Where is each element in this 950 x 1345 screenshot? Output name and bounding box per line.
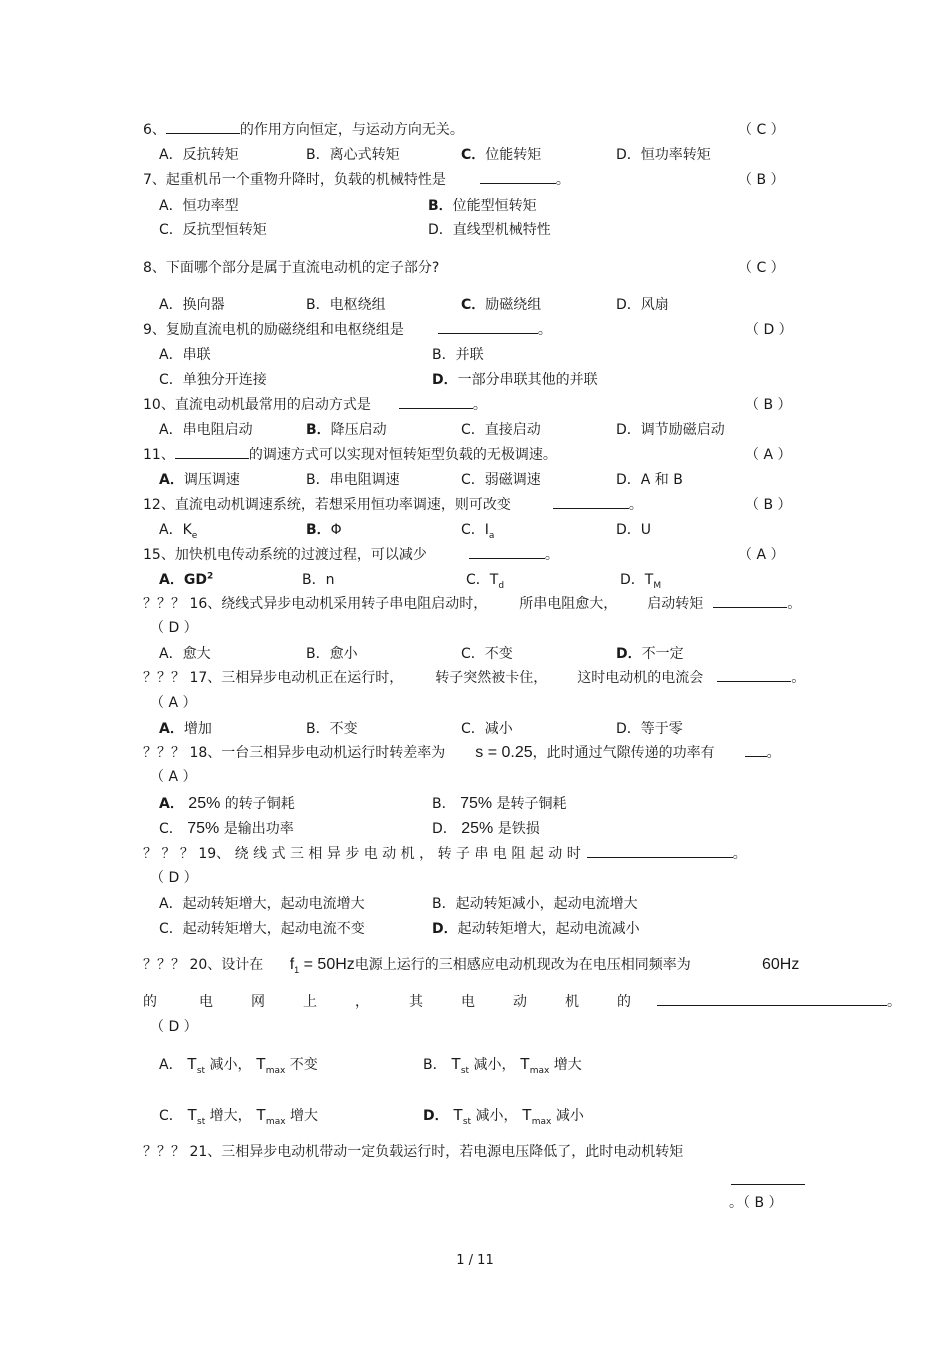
answer-blank	[399, 396, 473, 409]
q12-text: 12、直流电动机调速系统，若想采用恒功率调速，则可改变	[143, 497, 511, 513]
q10-option-b: B．降压启动	[306, 422, 387, 438]
q9-option-a: A．串联	[159, 347, 211, 363]
question-8: 8、下面哪个部分是属于直流电动机的定子部分?	[143, 260, 440, 276]
q20-line2: 的 电 网 上 ， 其 电 动 机 的 。	[143, 994, 901, 1010]
q12-option-b: B．Φ	[306, 522, 342, 538]
answer-blank	[175, 446, 249, 459]
q6-option-a: A．反抗转矩	[159, 147, 239, 163]
q18-option-d: D． 25% 是铁损	[432, 820, 540, 837]
q9-option-d: D．一部分串联其他的并联	[432, 372, 598, 388]
answer-blank	[713, 595, 787, 608]
q8-option-c: C．励磁绕组	[461, 297, 542, 313]
question-21: ？？？ 21、三相异步电动机带动一定负载运行时，若电源电压降低了，此时电动机转矩	[143, 1144, 684, 1160]
q9-option-b: B．并联	[432, 347, 484, 363]
q6-text: 的作用方向恒定，与运动方向无关。	[239, 122, 464, 138]
q17-option-c: C．减小	[461, 721, 513, 737]
answer-blank	[731, 1184, 805, 1185]
q17-option-b: B．不变	[306, 721, 358, 737]
question-17: ？？？ 17、三相异步电动机正在运行时， 转子突然被卡住， 这时电动机的电流会 。	[143, 670, 806, 686]
q15-option-d: D．$T_M$	[620, 572, 662, 591]
q7-option-c: C．反抗型恒转矩	[159, 222, 267, 238]
q9-text: 9、复励直流电机的励磁绕组和电枢绕组是	[143, 322, 404, 338]
q19-option-a: A．起动转矩增大，起动电流增大	[159, 896, 365, 912]
q12-option-c: C．$I_a$	[461, 522, 495, 541]
answer-blank	[469, 546, 545, 559]
q15-text: 15、加快机电传动系统的过渡过程，可以减少	[143, 547, 427, 563]
answer-blank	[717, 669, 791, 682]
answer-blank	[166, 121, 240, 134]
answer-blank	[438, 321, 538, 334]
q11-option-a: A．调压调速	[159, 472, 240, 488]
q6-number: 6、	[143, 122, 166, 138]
q10-answer: （ B ）	[745, 397, 792, 413]
question-12: 12、直流电动机调速系统，若想采用恒功率调速，则可改变 。	[143, 497, 643, 513]
answer-blank	[480, 171, 556, 184]
q16-answer: （ D ）	[150, 620, 198, 636]
q7-option-d: D．直线型机械特性	[428, 222, 551, 238]
question-18: ？？？ 18、一台三相异步电动机运行时转差率为 s = 0.25，此时通过气隙传递的功率有 。	[143, 744, 781, 761]
q20-frequency: 60Hz	[762, 956, 800, 973]
q19-text: ？ ？ ？ 19、 绕 线 式 三 相 异 步 电 动 机 ， 转 子 串 电 阻 起 动 时	[143, 846, 581, 862]
q6-option-b: B．离心式转矩	[306, 147, 400, 163]
q11-option-d: D．A 和 B	[616, 472, 683, 488]
q10-option-c: C．直接启动	[461, 422, 541, 438]
q8-answer: （ C ）	[738, 260, 785, 276]
q11-option-b: B．串电阻调速	[306, 472, 400, 488]
q12-option-a: A．$K_e$	[159, 522, 198, 541]
q16-option-d: D．不一定	[616, 646, 684, 662]
q19-option-c: C．起动转矩增大，起动电流不变	[159, 921, 365, 937]
q7-option-a: A．恒功率型	[159, 198, 239, 214]
q8-option-d: D．风扇	[616, 297, 669, 313]
q8-option-b: B．电枢绕组	[306, 297, 386, 313]
q20-option-b: B． $T_{st}$ 减小， $T_{max}$ 增大	[423, 1056, 582, 1076]
q16-option-c: C．不变	[461, 646, 513, 662]
q6-option-d: D．恒功率转矩	[616, 147, 711, 163]
q16-text: ？？？ 16、绕线式异步电动机采用转子串电阻启动时，	[143, 596, 488, 612]
q17-answer: （ A ）	[150, 695, 197, 711]
q20-text: ？？？ 20、设计在	[143, 957, 264, 973]
q20-option-d: D． $T_{st}$ 减小， $T_{max}$ 减小	[423, 1107, 584, 1127]
q9-answer: （ D ）	[745, 322, 793, 338]
q7-answer: （ B ）	[738, 172, 785, 188]
q7-text: 7、起重机吊一个重物升降时，负载的机械特性是	[143, 172, 446, 188]
q15-option-b: B．n	[302, 572, 335, 588]
question-9: 9、复励直流电机的励磁绕组和电枢绕组是 。	[143, 322, 552, 338]
q18-option-c: C． 75% 是输出功率	[159, 820, 294, 837]
q18-formula: s = 0.25	[475, 744, 533, 761]
q17-option-d: D．等于零	[616, 721, 683, 737]
q10-option-d: D．调节励磁启动	[616, 422, 725, 438]
question-7: 7、起重机吊一个重物升降时，负载的机械特性是 。	[143, 172, 570, 188]
q19-option-b: B．起动转矩减小，起动电流增大	[432, 896, 638, 912]
question-15: 15、加快机电传动系统的过渡过程，可以减少 。	[143, 547, 559, 563]
q15-answer: （ A ）	[738, 547, 785, 563]
q18-text: ？？？ 18、一台三相异步电动机运行时转差率为	[143, 745, 446, 761]
q9-option-c: C．单独分开连接	[159, 372, 267, 388]
q20-answer: （ D ）	[150, 1019, 198, 1035]
answer-blank	[745, 744, 767, 757]
q10-text: 10、直流电动机最常用的启动方式是	[143, 397, 371, 413]
q20-option-c: C． $T_{st}$ 增大， $T_{max}$ 增大	[159, 1107, 318, 1127]
question-11: 11、 的调速方式可以实现对恒转矩型负载的无极调速。	[143, 447, 557, 463]
q18-option-a: A． 25% 的转子铜耗	[159, 795, 295, 812]
q11-option-c: C．弱磁调速	[461, 472, 541, 488]
q6-answer: （ C ）	[738, 122, 785, 138]
question-19: ？ ？ ？ 19、 绕 线 式 三 相 异 步 电 动 机 ， 转 子 串 电 阻 起 动 时 。	[143, 846, 747, 862]
page-number: 1 / 11	[456, 1253, 494, 1268]
q17-text: ？？？ 17、三相异步电动机正在运行时，	[143, 670, 404, 686]
q19-option-d: D．起动转矩增大，起动电流减小	[432, 921, 640, 937]
q21-answer: 。（ B ）	[729, 1195, 783, 1211]
q15-option-a: A．$GD^2$	[159, 571, 214, 588]
q15-option-c: C．$T_d$	[466, 572, 505, 591]
question-10: 10、直流电动机最常用的启动方式是 。	[143, 397, 487, 413]
question-20: ？？？ 20、设计在 $f_1 = 50Hz$电源上运行的三相感应电动机现改为在电压相同频率为	[143, 956, 691, 976]
q6-option-c: C．位能转矩	[461, 147, 542, 163]
q17-option-a: A．增加	[159, 721, 212, 737]
q8-option-a: A．换向器	[159, 297, 225, 313]
question-16: ？？？ 16、绕线式异步电动机采用转子串电阻启动时， 所串电阻愈大， 启动转矩 。	[143, 596, 802, 612]
q16-option-b: B．愈小	[306, 646, 358, 662]
q10-option-a: A．串电阻启动	[159, 422, 253, 438]
answer-blank	[553, 496, 629, 509]
q18-answer: （ A ）	[150, 769, 197, 785]
question-6	[143, 121, 464, 139]
answer-blank	[657, 993, 887, 1006]
q20-option-a: A． $T_{st}$ 减小， $T_{max}$ 不变	[159, 1056, 318, 1076]
q16-option-a: A．愈大	[159, 646, 211, 662]
q7-option-b: B．位能型恒转矩	[428, 198, 537, 214]
q12-option-d: D．U	[616, 522, 652, 538]
q19-answer: （ D ）	[150, 870, 198, 886]
answer-blank	[587, 845, 733, 858]
q11-text: 的调速方式可以实现对恒转矩型负载的无极调速。	[248, 447, 557, 463]
q12-answer: （ B ）	[745, 497, 792, 513]
q18-option-b: B． 75% 是转子铜耗	[432, 795, 567, 812]
q11-answer: （ A ）	[745, 447, 792, 463]
